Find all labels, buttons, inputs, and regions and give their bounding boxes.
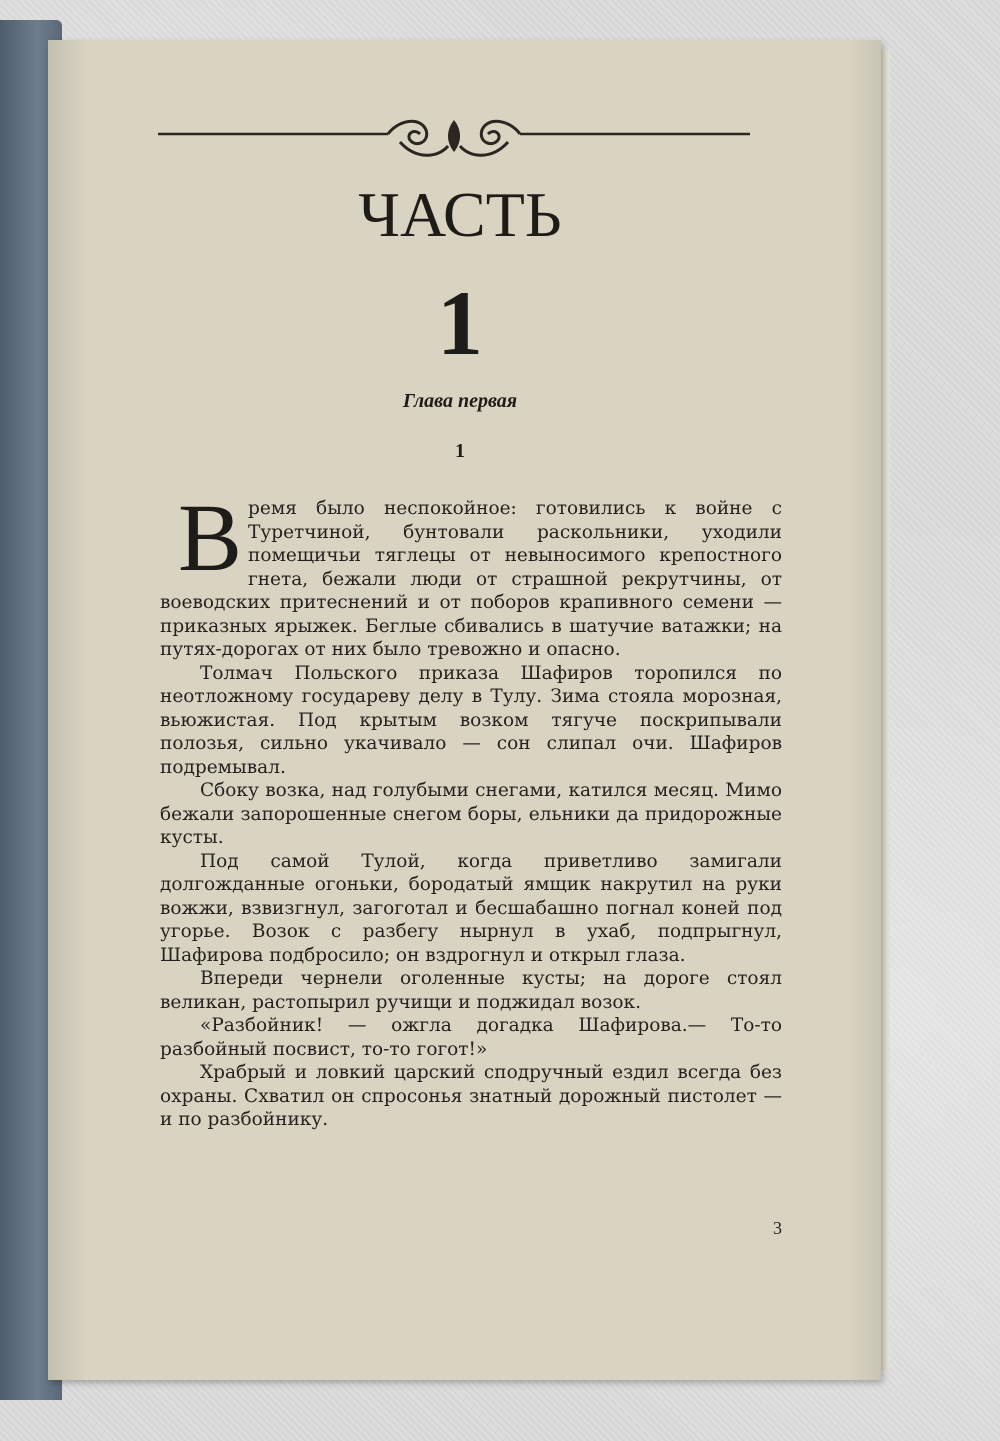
paragraph-4: Под самой Тулой, когда приветливо замигали долгожданные огоньки, бородатый ямщик накрутил на руки вожжи, взвизгнул, загоготал и бесшабашно погнал коней под угорье. Возок с разбегу нырнул в ухаб, подпрыгнул, Шафирова подбросило; он вздрогнул и открыл глаза. — [160, 850, 782, 966]
section-number: 1 — [455, 440, 465, 462]
paragraph-1-text: ремя было неспокойное: готовились к войне с Туретчиной, бунтовали раскольники, уходили помещичьи тяглецы от невыносимого крепостного гнета, бежали люди от страшной рекрутчины, от воеводских притеснений и от поборов крапивного семени — приказных ярыжек. Беглые сбивались в шатучие ватажки; на путях-дорогах от них было тревожно и опасно. — [160, 498, 782, 660]
paragraph-1 — [160, 484, 782, 662]
paragraph-2: Толмач Польского приказа Шафиров торопился по неотложному государеву делу в Тулу. Зима стояла морозная, вьюжистая. Под крытым возком тягуче поскрипывали полозья, сильно укачивало — сон слипал очи. Шафиров подремывал. — [160, 662, 782, 778]
chapter-title: Глава первая — [402, 390, 518, 412]
ornament-flourish — [158, 112, 750, 168]
part-number: 1 — [437, 272, 483, 374]
body-text — [160, 484, 782, 1132]
paragraph-6: «Разбойник! — ожгла догадка Шафирова.— То-то разбойный посвист, то-то гогот!» — [160, 1015, 782, 1060]
paragraph-3: Сбоку возка, над голубыми снегами, катился месяц. Мимо бежали запорошенные снегом боры, ельники да придорожные кусты. — [160, 780, 782, 848]
paragraph-7: Храбрый и ловкий царский сподручный ездил всегда без охраны. Схватил он спросонья знатный дорожный пистолет — и по разбойнику. — [160, 1062, 782, 1130]
part-title: ЧАСТЬ — [358, 179, 562, 250]
page-number: 3 — [773, 1218, 782, 1238]
paragraph-5: Впереди чернели оголенные кусты; на дороге стоял великан, растопырил ручищи и поджидал возок. — [160, 968, 782, 1013]
drop-cap: В — [178, 484, 243, 591]
